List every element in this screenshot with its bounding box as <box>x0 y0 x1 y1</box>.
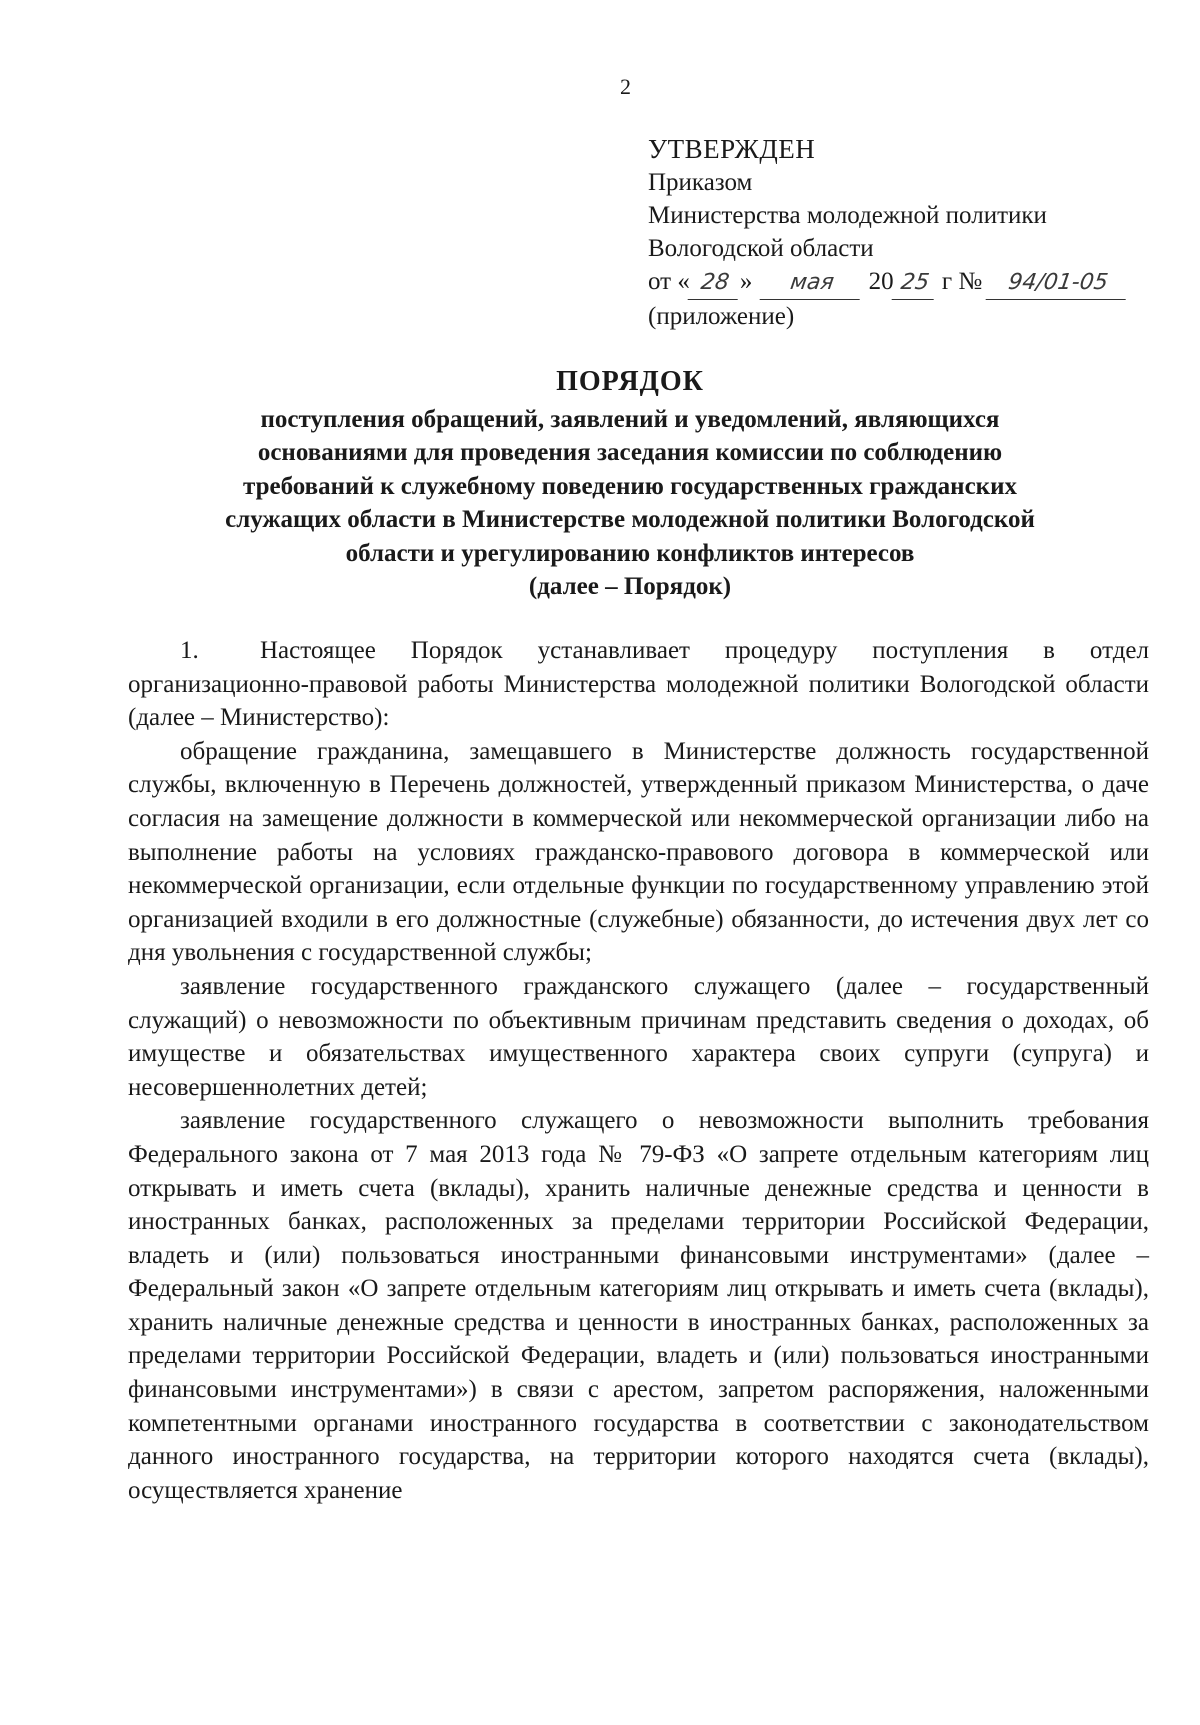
title-line-4: служащих области в Министерстве молодежной политики Вологодской <box>225 506 1035 533</box>
approval-stamp-block <box>648 133 1128 333</box>
paragraph-item-1 <box>128 634 1149 735</box>
approval-date-line <box>648 265 1128 300</box>
paragraph-citizen-appeal: обращение гражданина, замещавшего в Министерстве должность государственной службы, включенную в Перечень должностей, утвержденный приказом Министерства, о даче согласия на замещение должности в коммерческой или некоммерческой организации либо на выполнение работы на условиях гражданско-правового договора в коммерческой или некоммерческой организации, если отдельные функции по государственному управлению этой организацией входили в его должностные (служебные) обязанности, до истечения двух лет со дня увольнения с государственной службы; <box>128 737 1149 967</box>
title-line-1: поступления обращений, заявлений и уведомлений, являющихся <box>260 405 1000 433</box>
handwritten-year: 25 <box>891 266 938 300</box>
paragraph-foreign-accounts: заявление государственного служащего о невозможности выполнить требования Федерального закона от 7 мая 2013 года № 79-ФЗ «О запрете отдельным категориям лиц открывать и иметь счета (вклады), хранить наличные денежные средства и ценности в иностранных банках, расположенных за пределами территории Российской Федерации, владеть и (или) пользоваться иностранными финансовыми инструментами» (далее – Федеральный закон «О запрете отдельным категориям лиц открывать и иметь счета (вклады), хранить наличные денежные средства и ценности в иностранных банках, расположенных за пределами территории Российской Федерации, владеть и (или) пользоваться иностранными финансовыми инструментами») в связи с арестом, запретом распоряжения, наложенными компетентными органами иностранного государства в соответствии с законодательством данного иностранного государства, на территории которого находятся счета (вклады), осуществляется хранение <box>128 1107 1149 1504</box>
date-day-close: » <box>739 268 753 295</box>
approval-line-region: Вологодской области <box>648 235 874 262</box>
year-prefix: 20 <box>868 268 894 295</box>
handwritten-day: 28 <box>687 266 742 300</box>
handwritten-month: мая <box>760 266 865 300</box>
paragraph-income-statement: заявление государственного гражданского служащего (далее – государственный служащий) о невозможности по объективным причинам представить сведения о доходах, об имуществе и обязательствах имущественного характера своих супруги (супруга) и несовершеннолетних детей; <box>128 972 1149 1101</box>
title-line-2: основаниями для проведения заседания комиссии по соблюдению <box>257 439 1003 466</box>
document-body <box>128 634 1149 1507</box>
page-number: 2 <box>620 74 631 99</box>
handwritten-order-number: 94/01-05 <box>986 266 1131 300</box>
approval-line-ministry: Министерства молодежной политики <box>648 202 1047 229</box>
approval-heading: УТВЕРЖДЕН <box>648 134 816 164</box>
approval-annotation: (приложение) <box>648 303 795 330</box>
item-number: 1. <box>180 637 199 664</box>
item-1-text: Настоящее Порядок устанавливает процедуру поступления в отдел организационно-правовой работы Министерства молодежной политики Вологодской области (далее – Министерство): <box>128 637 1149 732</box>
date-prefix: от « <box>648 268 690 295</box>
number-prefix: г № <box>941 268 983 295</box>
document-title-block <box>160 365 1100 604</box>
title-line-3: требований к служебному поведению государственных гражданских <box>243 472 1017 500</box>
approval-line-order: Приказом <box>648 169 753 196</box>
document-title: ПОРЯДОК <box>556 366 704 397</box>
title-line-5: области и урегулированию конфликтов интересов <box>345 539 915 567</box>
title-line-6: (далее – Порядок) <box>528 573 732 600</box>
